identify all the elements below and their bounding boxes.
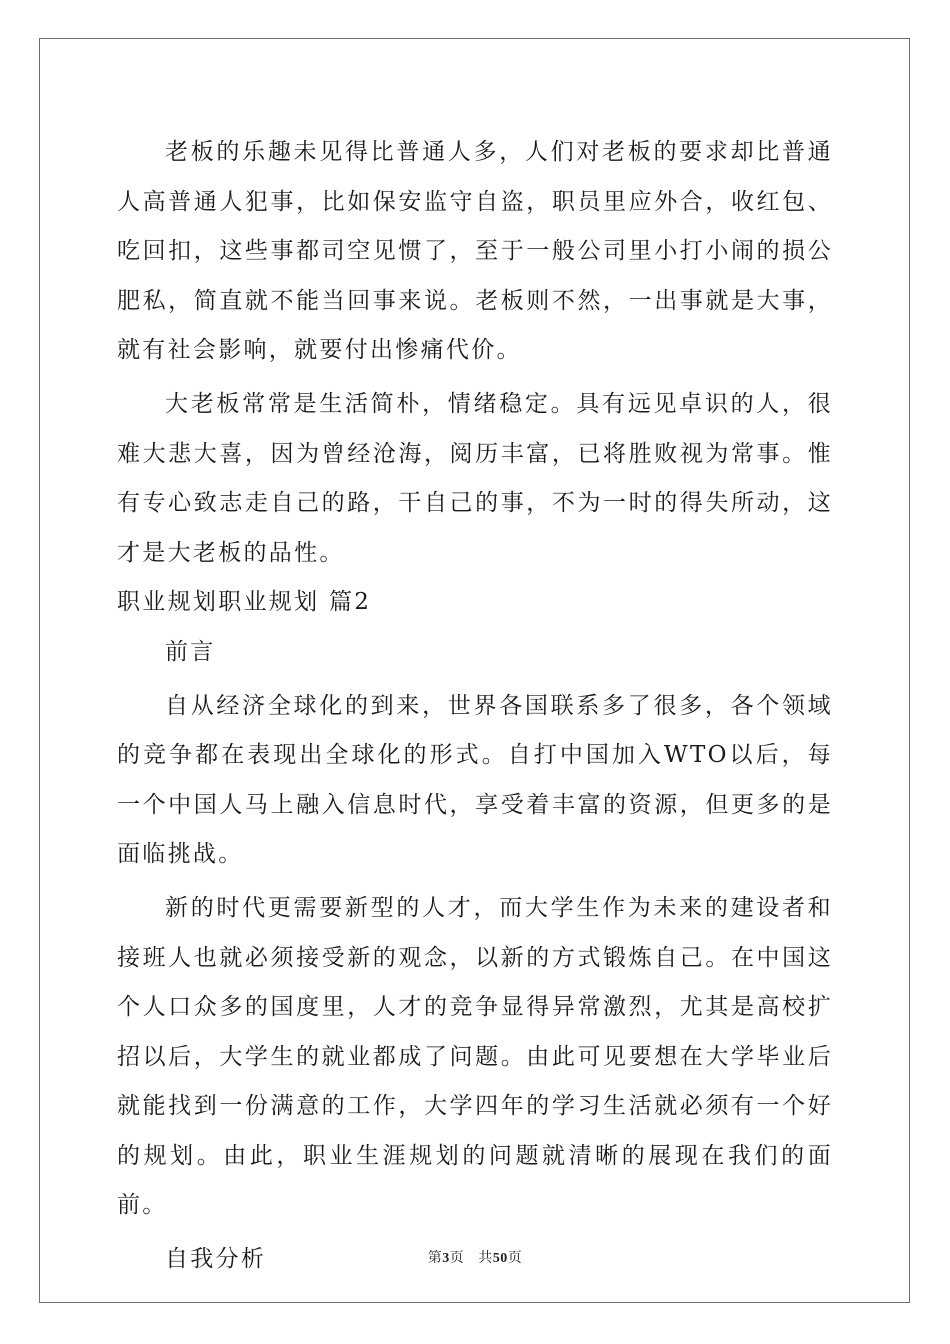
subheading-preface: 前言 [165, 638, 216, 665]
section-heading: 职业规划职业规划 篇2 [117, 589, 372, 616]
page-suffix: 页 [449, 1251, 465, 1266]
total-prefix: 共 [478, 1251, 493, 1266]
page-footer [0, 1247, 950, 1267]
paragraph-boss-demands: 老板的乐趣未见得比普通人多，人们对老板的要求却比普通人高普通人犯事，比如保安监守自盗，职员里应外合，收红包、吃回扣，这些事都司空见惯了，至于一般公司里小打小闹的损公肥私，简直就不能当回事来说。老板则不然，一出事就是大事，就有社会影响，就要付出惨痛代价。 [117, 139, 833, 364]
total-pages: 50 [492, 1251, 508, 1266]
paragraph-globalization: 自从经济全球化的到来，世界各国联系多了很多，各个领域的竞争都在表现出全球化的形式。自打中国加入WTO以后，每一个中国人马上融入信息时代，享受着丰富的资源，但更多的是面临挑战。 [117, 692, 833, 868]
total-suffix: 页 [507, 1251, 523, 1266]
document-body [117, 128, 833, 1285]
page-prefix: 第 [427, 1251, 443, 1266]
page-number: 3 [442, 1251, 450, 1266]
subheading-self-analysis: 自我分析 [165, 1246, 267, 1273]
paragraph-boss-character: 大老板常常是生活简朴，情绪稳定。具有远见卓识的人，很难大悲大喜，因为曾经沧海，阅历丰富，已将胜败视为常事。惟有专心致志走自己的路，干自己的事，不为一时的得失所动，这才是大老板的品性。 [117, 390, 833, 566]
paragraph-new-era-talent: 新的时代更需要新型的人才，而大学生作为未来的建设者和接班人也就必须接受新的观念，以新的方式锻炼自己。在中国这个人口众多的国度里，人才的竞争显得异常激烈，尤其是高校扩招以后，大学生的就业都成了问题。由此可见要想在大学毕业后就能找到一份满意的工作，大学四年的学习生活就必须有一个好的规划。由此，职业生涯规划的问题就清晰的展现在我们的面前。 [117, 894, 833, 1219]
